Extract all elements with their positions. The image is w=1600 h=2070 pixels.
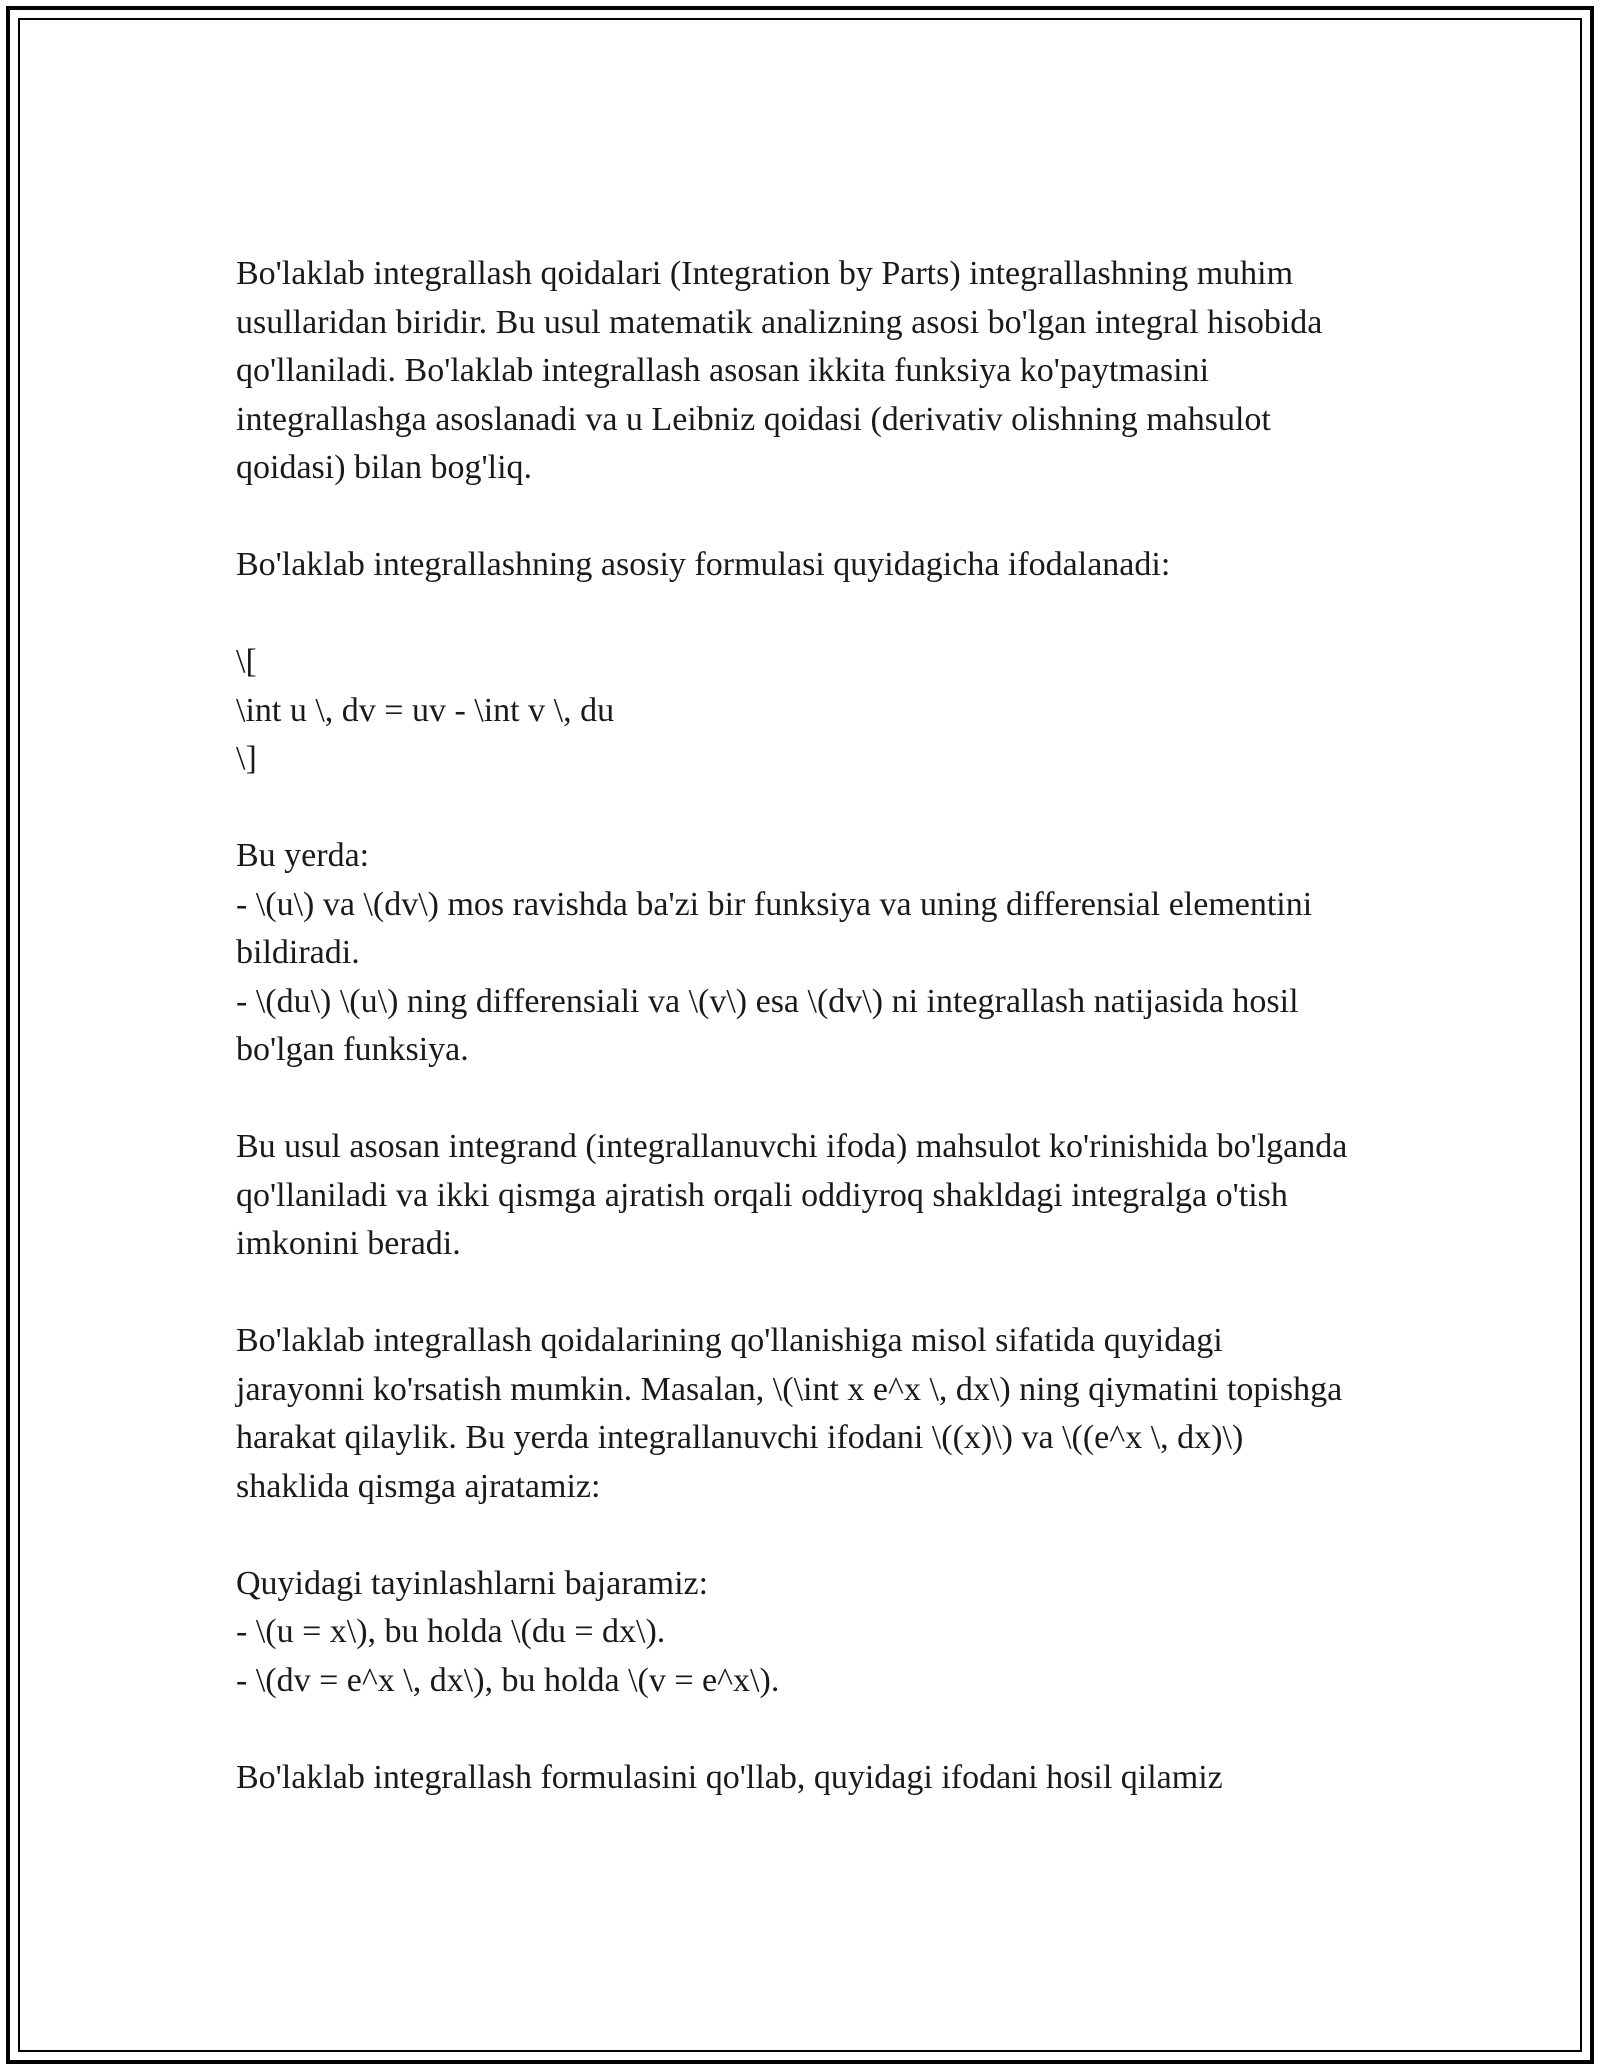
formula-block: \[ \int u \, dv = uv - \int v \, du \]	[236, 643, 615, 777]
paragraph-assignments: Quyidagi tayinlashlarni bajaramiz: - \(u = x\), bu holda \(du = dx\). - \(dv = e^x \, dx\), bu holda \(v = e^x\).	[236, 1564, 780, 1699]
paragraph-example: Bo'laklab integrallash qoidalarining qo'llanishiga misol sifatida quyidagi jarayonni ko'rsatish mumkin. Masalan, \(\int x e^x \, dx\) ning qiymatini topishga harakat qilaylik. Bu yerda integrallanuvchi ifodani \((x)\) va \((e^x \, dx)\) shaklida qismga ajratamiz:	[236, 1322, 1343, 1505]
document-body	[236, 250, 1356, 1802]
paragraph-formula-intro: Bo'laklab integrallashning asosiy formulasi quyidagicha ifodalanadi:	[236, 546, 1171, 583]
paragraph-intro: Bo'laklab integrallash qoidalari (Integration by Parts) integrallashning muhim usullaridan biridir. Bu usul matematik analizning asosi bo'lgan integral hisobida qo'llaniladi. Bo'laklab integrallash asosan ikkita funksiya ko'paytmasini integrallashga asoslanadi va u Leibniz qoidasi (derivativ olishning mahsulot qoidasi) bilan bog'liq.	[236, 255, 1323, 486]
paragraph-definitions: Bu yerda: - \(u\) va \(dv\) mos ravishda ba'zi bir funksiya va uning differensial elementini bildiradi. - \(du\) \(u\) ning differensiali va \(v\) esa \(dv\) ni integrallash natijasida hosil bo'lgan funksiya.	[236, 837, 1313, 1068]
paragraph-conclusion: Bo'laklab integrallash formulasini qo'llab, quyidagi ifodani hosil qilamiz	[236, 1758, 1223, 1796]
paragraph-usage: Bu usul asosan integrand (integrallanuvchi ifoda) mahsulot ko'rinishida bo'lganda qo'llaniladi va ikki qismga ajratish orqali oddiyroq shakldagi integralga o'tish imkonini beradi.	[236, 1128, 1348, 1262]
